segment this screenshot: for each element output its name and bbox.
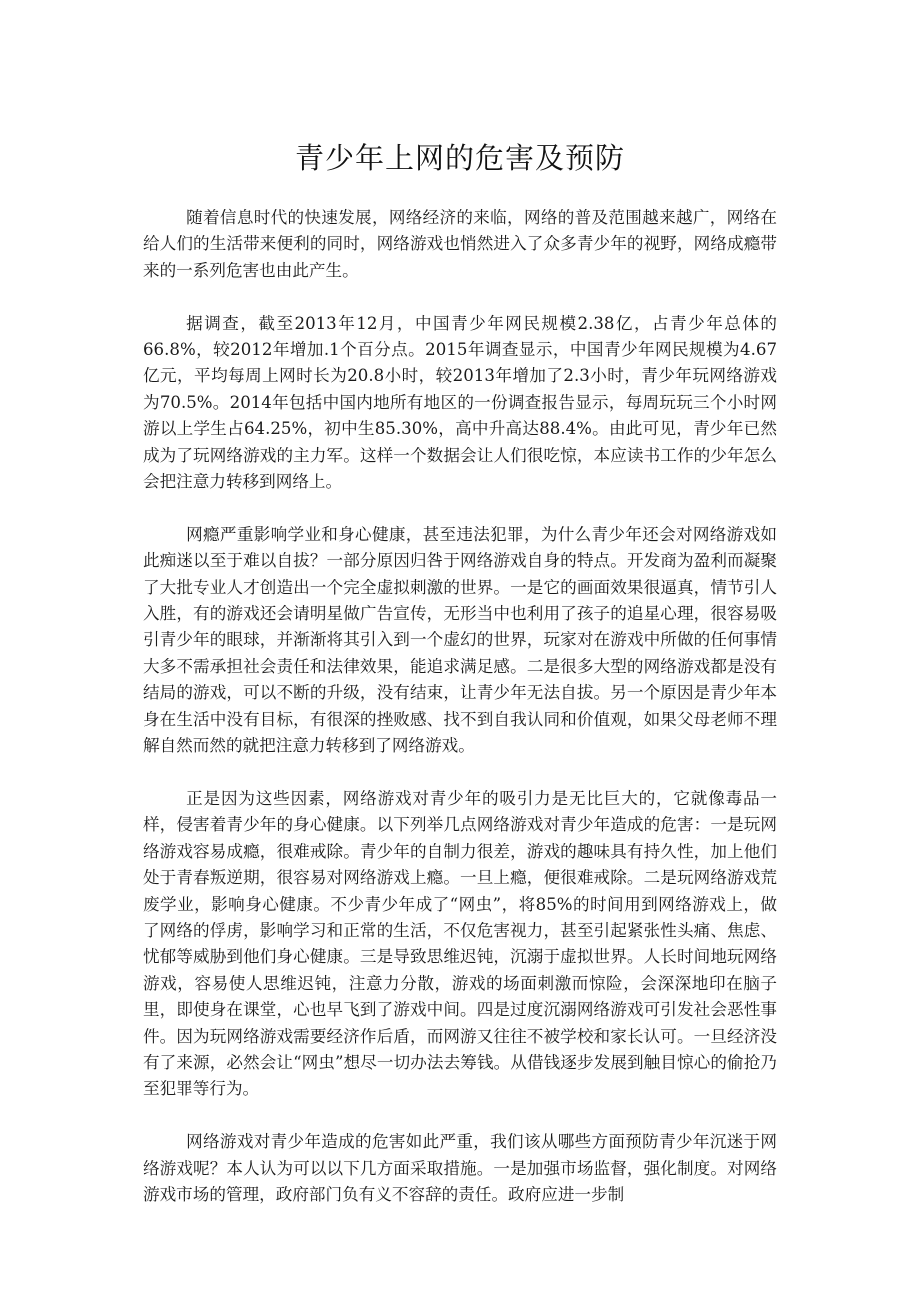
paragraph-intro: 随着信息时代的快速发展，网络经济的来临，网络的普及范围越来越广，网络在给人们的生活带来便利的同时，网络游戏也悄然进入了众多青少年的视野，网络成瘾带来的一系列危害也由此产生。 xyxy=(143,208,777,280)
document-body xyxy=(143,205,777,1235)
paragraph-causes: 网瘾严重影响学业和身心健康，甚至违法犯罪，为什么青少年还会对网络游戏如此痴迷以至于难以自拔？一部分原因归咎于网络游戏自身的特点。开发商为盈利而凝聚了大批专业人才创造出一个完全虚拟刺激的世界。一是它的画面效果很逼真，情节引人入胜，有的游戏还会请明星做广告宣传，无形当中也利用了孩子的追星心理，很容易吸引青少年的眼球，并渐渐将其引入到一个虚幻的世界，玩家对在游戏中所做的任何事情大多不需承担社会责任和法律效果，能追求满足感。二是很多大型的网络游戏都是没有结局的游戏，可以不断的升级，没有结束，让青少年无法自拔。另一个原因是青少年本身在生活中没有目标，有很深的挫败感、找不到自我认同和价值观，如果父母老师不理解自然而然的就把注意力转移到了网络游戏。 xyxy=(143,524,777,756)
document-title: 青少年上网的危害及预防 xyxy=(294,141,625,175)
paragraph-harms: 正是因为这些因素，网络游戏对青少年的吸引力是无比巨大的，它就像毒品一样，侵害着青少年的身心健康。以下列举几点网络游戏对青少年造成的危害：一是玩网络游戏容易成瘾，很难戒除。青少年的自制力很差，游戏的趣味具有持久性，加上他们处于青春叛逆期，很容易对网络游戏上瘾。一旦上瘾，便很难戒除。二是玩网络游戏荒废学业，影响身心健康。不少青少年成了“网虫”，将85%的时间用到网络游戏上，做了网络的俘虏，影响学习和正常的生活，不仅危害视力，甚至引起紧张性头痛、焦虑、忧郁等威胁到他们身心健康。三是导致思维迟钝，沉溺于虚拟世界。人长时间地玩网络游戏，容易使人思维迟钝，注意力分散，游戏的场面刺激而惊险，会深深地印在脑子里，即使身在课堂，心也早飞到了游戏中间。四是过度沉溺网络游戏可引发社会恶性事件。因为玩网络游戏需要经济作后盾，而网游又往往不被学校和家长认可。一旦经济没有了来源，必然会让“网虫”想尽一切办法去筹钱。从借钱逐步发展到触目惊心的偷抢乃至犯罪等行为。 xyxy=(143,788,777,1099)
paragraph-prevention: 网络游戏对青少年造成的危害如此严重，我们该从哪些方面预防青少年沉迷于网络游戏呢？本人认为可以以下几方面采取措施。一是加强市场监督，强化制度。对网络游戏市场的管理，政府部门负有义不容辞的责任。政府应进一步制 xyxy=(143,1132,777,1204)
paragraph-statistics: 据调查，截至2013年12月，中国青少年网民规模2.38亿，占青少年总体的66.8%，较2012年增加.1个百分点。2015年调查显示，中国青少年网民规模为4.67亿元，平均每周上网时长为20.8小时，较2013年增加了2.3小时，青少年玩网络游戏为70.5%。2014年包括中国内地所有地区的一份调查报告显示，每周玩玩三个小时网游以上学生占64.25%，初中生85.30%，高中升高达88.4%。由此可见，青少年已然成为了玩网络游戏的主力军。这样一个数据会让人们很吃惊，本应读书工作的少年怎么会把注意力转移到网络上。 xyxy=(143,313,777,492)
